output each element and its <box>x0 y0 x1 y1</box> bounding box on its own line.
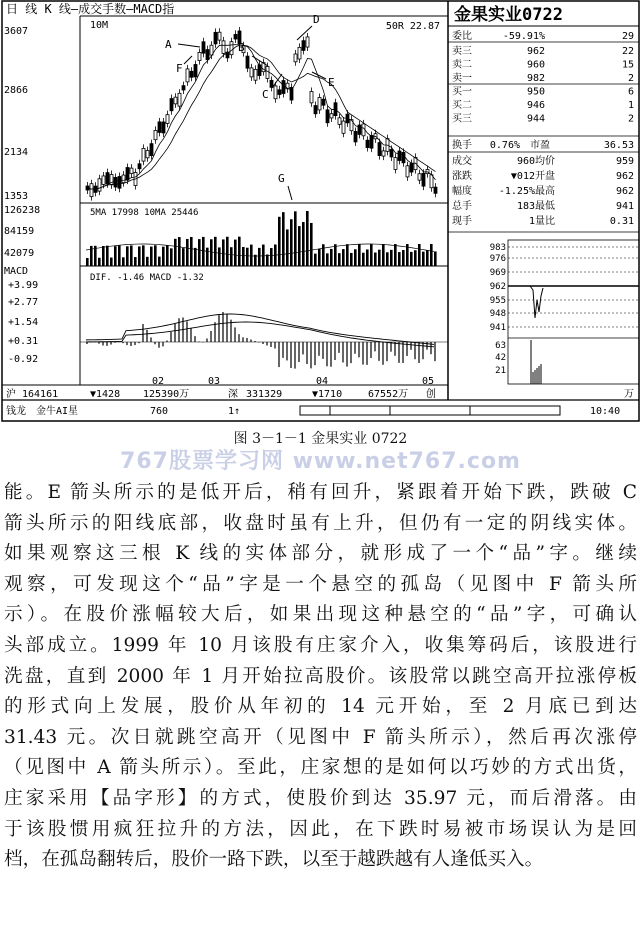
intraday-tick: 948 <box>489 309 506 319</box>
quote-row-label: 买一 <box>452 86 472 98</box>
volume-bar <box>202 237 205 266</box>
paragraph-line: 洗盘，直到 2000 年 1 月开始拉高股价。该股常以跳空高开拉涨停板 <box>4 665 637 687</box>
volume-bar <box>190 237 193 266</box>
volume-bar <box>158 257 161 266</box>
volume-bar <box>282 212 285 266</box>
volume-bar <box>266 255 269 266</box>
paragraph-line: 如果观察这三根 K 线的实体部分，就形成了一个“品”字。继续 <box>4 543 637 565</box>
volume-bar <box>254 255 257 266</box>
candle-body <box>270 80 273 87</box>
figure-caption: 图 3－1－1 金果实业 0722 <box>233 431 408 447</box>
volume-bar <box>138 246 141 266</box>
volume-bar <box>166 245 169 266</box>
volume-bar <box>426 250 429 266</box>
macd-tick-4: +0.31 <box>8 336 39 347</box>
quote-row-value: 982 <box>526 73 545 84</box>
candle-body <box>406 166 409 177</box>
volume-bar <box>394 244 397 266</box>
stat-text: 最低 <box>535 201 555 212</box>
volume-bar <box>262 245 265 266</box>
candle-body <box>178 93 181 106</box>
volume-bar <box>386 252 389 266</box>
stat-text: 962 <box>615 171 634 182</box>
candle-body <box>278 90 281 95</box>
macd-label: MACD <box>4 266 29 277</box>
price-tick-4: 1353 <box>4 191 29 202</box>
stat-text: 959 <box>615 156 634 167</box>
paragraph-line: 庄家采用【品字形】的方式，使股价到达 35.97 元，而后滑落。由 <box>4 787 637 809</box>
candle-body <box>370 135 373 148</box>
volume-bar <box>342 249 345 266</box>
volume-tick-3: 42079 <box>4 248 35 259</box>
volume-bar <box>270 248 273 266</box>
volume-bar <box>362 253 365 266</box>
candle-body <box>306 37 309 47</box>
volume-bar <box>334 244 337 266</box>
stat-text: 成交 <box>452 156 472 167</box>
volume-bar <box>366 249 369 266</box>
quote-row-extra: 29 <box>621 31 634 42</box>
volume-bar <box>346 244 349 266</box>
annotation-a: A <box>165 38 172 51</box>
candle-body <box>202 42 205 53</box>
volume-bar <box>146 257 149 266</box>
candle-body <box>198 52 201 60</box>
quote-row-value: 962 <box>526 46 545 57</box>
volume-bar <box>298 226 301 266</box>
intraday-tick: 976 <box>489 254 506 264</box>
candle-body <box>354 131 357 141</box>
clock: 10:40 <box>590 406 621 417</box>
volume-bar <box>322 244 325 266</box>
watermark: 767股票学习网 www.net767.com <box>120 449 521 474</box>
stat-text: 962 <box>615 186 634 197</box>
stat-text: 0.31 <box>609 216 634 227</box>
volume-bar <box>306 211 309 266</box>
volume-bar <box>410 252 413 266</box>
ma-label: 10M <box>90 20 109 31</box>
stat-text: 960 <box>516 156 535 167</box>
quote-row-extra: 6 <box>627 86 634 98</box>
paragraph-line: 示）。在股价涨幅较大后，如果出现这种悬空的“品”字，可确认 <box>4 604 637 626</box>
volume-bar <box>390 250 393 266</box>
row2-left: 钱龙 <box>6 406 26 417</box>
quote-row-label: 买二 <box>452 100 472 111</box>
volume-bar <box>230 247 233 266</box>
body-paragraph <box>4 478 637 876</box>
candle-body <box>430 175 433 188</box>
volume-bar <box>418 244 421 266</box>
quote-row-value: 944 <box>526 113 545 125</box>
volume-bar <box>194 248 197 266</box>
volume-bar <box>222 239 225 266</box>
candle-body <box>246 56 249 68</box>
volume-bar <box>114 246 117 266</box>
volume-bar <box>170 248 173 266</box>
turnover-text: 市盈 <box>530 140 550 151</box>
intraday-tick: 941 <box>489 323 506 333</box>
sz-label: 深 <box>228 389 238 400</box>
candle-body <box>118 176 121 188</box>
candle-body <box>114 177 117 187</box>
volume-bar <box>98 258 101 266</box>
volume-bar <box>434 251 437 266</box>
candle-body <box>186 69 189 82</box>
volume-bar <box>242 247 245 266</box>
volume-bar <box>106 246 109 266</box>
volume-bar <box>134 257 137 266</box>
quote-row-value: 950 <box>526 86 545 98</box>
candle-body <box>146 151 149 158</box>
stock-chart-figure <box>0 0 641 428</box>
turnover-text: 36.53 <box>603 140 634 151</box>
paragraph-line: 能。E 箭头所示的是低开后，稍有回升，紧跟着开始下跌，跌破 C <box>4 482 637 503</box>
candle-body <box>194 64 197 76</box>
candle-body <box>250 68 253 77</box>
sh-label: 沪 <box>6 389 16 400</box>
price-tick-3: 2134 <box>4 147 29 158</box>
sh-index: 164161 <box>22 389 59 400</box>
macd-tick-3: +1.54 <box>8 317 39 328</box>
paragraph-line: 的形式向上发展，股价从年初的 14 元开始，至 2 月底已到达 <box>4 696 637 718</box>
candle-body <box>390 149 393 156</box>
volume-bar <box>278 217 281 266</box>
candle-body <box>234 34 237 39</box>
stat-text: 开盘 <box>535 171 555 182</box>
volume-bar <box>430 244 433 266</box>
volume-bar <box>102 246 105 266</box>
candle-body <box>122 175 125 183</box>
sz-tail: 创 <box>426 389 436 400</box>
volume-bar <box>414 250 417 266</box>
paragraph-line: 箭头所示的阳线底部，收盘时虽有上升，但仍有一定的阴线实体。 <box>4 512 637 534</box>
volume-bar <box>258 248 261 266</box>
candle-body <box>174 97 177 104</box>
stock-chart-svg <box>0 0 641 428</box>
candle-body <box>142 148 145 161</box>
annotation-e: E <box>328 76 335 89</box>
paragraph-line: 头部成立。1999 年 10 月该股有庄家介入，收集筹码后，该股进行 <box>4 634 637 656</box>
row2-name: 金牛AI星 <box>36 406 79 417</box>
candle-body <box>222 41 225 54</box>
candle-body <box>330 114 333 118</box>
candle-body <box>90 184 93 197</box>
turnover-text: 0.76% <box>489 140 520 151</box>
intraday-tick: 63 <box>495 341 506 351</box>
candle-body <box>154 130 157 139</box>
intraday-tick: 42 <box>495 353 506 363</box>
candle-body <box>230 42 233 55</box>
sz-index: 331329 <box>246 389 283 400</box>
intraday-tick: 955 <box>489 296 506 306</box>
quote-row-label: 卖一 <box>452 73 472 84</box>
paragraph-line: 观察，可发现这个“品”字是一个悬空的孤岛（见图中 F 箭头所 <box>4 573 637 595</box>
candle-body <box>394 158 397 170</box>
candle-body <box>266 66 269 78</box>
annotation-d: D <box>313 13 320 26</box>
candle-body <box>378 143 381 156</box>
chart-header: 日 线 K 线—成交手数—MACD指 <box>6 2 175 16</box>
candle-body <box>170 99 173 111</box>
quote-row-extra: 15 <box>621 59 634 71</box>
candle-body <box>98 179 101 191</box>
macd-header: DIF. -1.46 MACD -1.32 <box>90 273 204 283</box>
wan-label: 万 <box>624 389 634 400</box>
quote-row-extra: 2 <box>627 113 634 125</box>
quote-row-label: 卖二 <box>452 59 472 71</box>
price-tick-2: 2866 <box>4 85 29 96</box>
paragraph-line last: 档，在孤岛翻转后，股价一路下跌，以至于越跌越有人逢低买入。 <box>4 849 544 871</box>
intraday-tick: 983 <box>489 243 506 253</box>
row2-val2: 1↑ <box>228 406 241 417</box>
volume-bar <box>330 249 333 266</box>
candle-body <box>150 144 153 156</box>
volume-bar <box>286 229 289 266</box>
volume-bar <box>198 239 201 266</box>
volume-bar <box>218 247 221 266</box>
quote-row-value: 946 <box>526 100 545 111</box>
volume-bar <box>182 248 185 266</box>
quote-row-extra: 22 <box>621 46 634 57</box>
month-tick-03: 03 <box>208 376 221 387</box>
sh-amount: 125390万 <box>143 389 190 400</box>
volume-bar <box>154 245 157 266</box>
quote-row-value: 960 <box>526 59 545 71</box>
volume-bar <box>234 240 237 266</box>
volume-bar <box>246 248 249 266</box>
candle-body <box>166 115 169 124</box>
volume-bar <box>354 249 357 266</box>
candle-body <box>158 122 161 133</box>
volume-bar <box>110 258 113 266</box>
volume-bar <box>422 252 425 266</box>
volume-bar <box>398 252 401 266</box>
volume-bar <box>378 250 381 266</box>
volume-bar <box>314 254 317 266</box>
price-tick-1: 3607 <box>4 26 29 37</box>
candle-body <box>338 118 341 125</box>
volume-tick-1: 126238 <box>4 205 41 216</box>
month-tick-05: 05 <box>422 376 435 387</box>
sz-change: ▼1710 <box>312 389 343 400</box>
volume-bar <box>122 257 125 266</box>
volume-bar <box>374 253 377 266</box>
candle-body <box>402 152 405 162</box>
stat-text: 现手 <box>452 216 472 227</box>
annotation-b: B <box>238 41 245 54</box>
candle-body <box>274 86 277 99</box>
sh-change: ▼1428 <box>90 389 121 400</box>
volume-bar <box>178 237 181 266</box>
macd-tick-5: -0.92 <box>8 354 39 365</box>
candle-body <box>206 50 209 60</box>
candle-body <box>434 187 437 193</box>
stock-title: 金果实业0722 <box>454 5 563 25</box>
volume-bar <box>290 219 293 266</box>
stat-text: 幅度 <box>452 186 472 197</box>
quote-row-label: 卖三 <box>452 46 472 57</box>
stat-text: 涨跌 <box>452 171 472 182</box>
candle-body <box>126 167 129 180</box>
volume-bar <box>126 246 129 266</box>
candle-body <box>218 32 221 40</box>
volume-bar <box>402 250 405 266</box>
volume-bar <box>142 245 145 266</box>
intraday-tick: 962 <box>489 282 506 292</box>
candle-body <box>366 140 369 147</box>
volume-bar <box>310 223 313 266</box>
candle-body <box>326 110 329 123</box>
annotation-g: G <box>278 172 285 185</box>
annotation-c: C <box>262 88 269 101</box>
candle-body <box>422 173 425 186</box>
stat-text: ▼012 <box>510 171 535 182</box>
candle-body <box>358 125 361 134</box>
candle-body <box>106 173 109 184</box>
volume-bar <box>370 244 373 266</box>
quote-row-label: 委比 <box>452 31 472 42</box>
stat-text: 均价 <box>535 156 555 167</box>
volume-bar <box>338 253 341 266</box>
volume-bar <box>350 253 353 266</box>
quote-row-extra: 2 <box>627 73 634 84</box>
annotation-f: F <box>176 62 183 75</box>
stat-text: 最高 <box>535 186 555 197</box>
paragraph-line: 于该股惯用疯狂拉升的方法，因此，在下跌时易被市场误认为是回 <box>4 818 637 840</box>
turnover-text: 换手 <box>452 140 472 151</box>
intraday-tick: 969 <box>489 268 506 278</box>
stat-text: 1 <box>528 216 535 227</box>
stat-text: 总手 <box>452 201 472 212</box>
volume-bar <box>326 253 329 266</box>
candle-body <box>314 106 317 114</box>
quote-row-label: 买三 <box>452 113 472 125</box>
candle-body <box>190 71 193 77</box>
candle-body <box>398 151 401 160</box>
volume-bar <box>382 244 385 266</box>
volume-bar <box>302 222 305 266</box>
volume-bar <box>358 244 361 266</box>
volume-bar <box>294 211 297 266</box>
quote-row-value: -59.91% <box>502 31 545 42</box>
candle-body <box>410 163 413 172</box>
volume-bar <box>206 248 209 266</box>
candle-body <box>418 174 421 180</box>
candle-body <box>138 164 141 169</box>
chart-header-right: 50R 22.87 <box>385 21 440 32</box>
candle-body <box>322 99 325 105</box>
volume-bar <box>130 245 133 266</box>
candle-body <box>310 92 313 103</box>
candle-body <box>342 121 345 133</box>
volume-bar <box>226 237 229 266</box>
macd-tick-2: +2.77 <box>8 297 39 308</box>
stat-text: -1.25% <box>498 186 535 197</box>
volume-tick-2: 84159 <box>4 226 35 237</box>
candle-body <box>382 151 385 156</box>
volume-bar <box>118 246 121 266</box>
volume-bar <box>150 247 153 266</box>
row2-val1: 760 <box>150 406 169 417</box>
volume-bar <box>186 239 189 266</box>
month-tick-02: 02 <box>152 376 165 387</box>
volume-bar <box>214 237 217 266</box>
stat-text: 941 <box>615 201 634 212</box>
candle-body <box>298 47 301 59</box>
volume-bar <box>162 247 165 266</box>
volume-header: 5MA 17998 10MA 25446 <box>90 208 199 218</box>
volume-bar <box>318 249 321 266</box>
stat-text: 183 <box>516 201 535 212</box>
candle-body <box>182 86 185 90</box>
candle-body <box>318 97 321 109</box>
candle-body <box>214 32 217 44</box>
stat-text: 量比 <box>535 216 555 227</box>
month-tick-04: 04 <box>316 376 329 387</box>
paragraph-line: 31.43 元。次日就跳空高开（见图中 F 箭头所示），然后再次涨停 <box>4 726 637 748</box>
volume-bar <box>174 239 177 266</box>
volume-bar <box>250 245 253 266</box>
volume-bar <box>86 258 89 266</box>
candle-body <box>302 41 305 51</box>
candle-body <box>254 69 257 80</box>
volume-bar <box>238 237 241 266</box>
candle-body <box>130 168 133 173</box>
candle-body <box>282 81 285 94</box>
sz-amount: 67552万 <box>368 389 409 400</box>
paragraph-line: （见图中 A 箭头所示）。至此，庄家想的是如何以巧妙的方式出货， <box>4 757 637 779</box>
volume-bar <box>210 239 213 266</box>
candle-body <box>162 122 165 133</box>
candle-body <box>294 54 297 62</box>
candle-body <box>102 176 105 184</box>
macd-tick-1: +3.99 <box>8 280 39 291</box>
intraday-tick: 21 <box>495 366 506 376</box>
quote-row-extra: 1 <box>627 100 634 111</box>
